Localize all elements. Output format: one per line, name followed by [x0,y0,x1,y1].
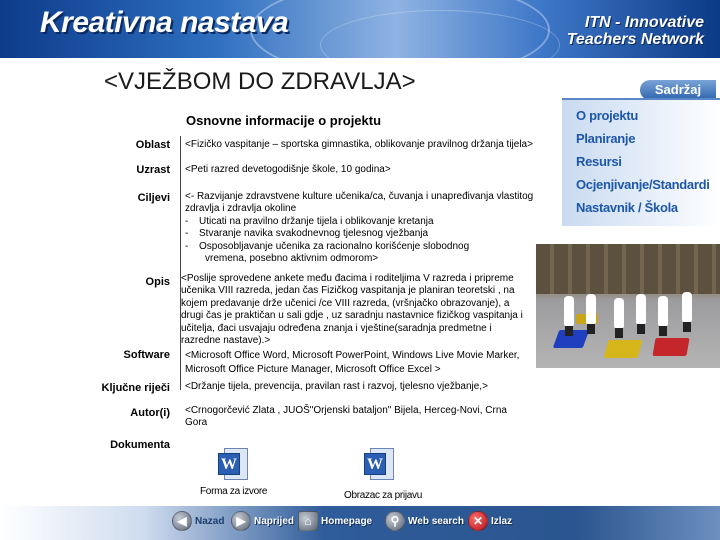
itn-line-1: ITN - Innovative [584,14,704,31]
uzrast-label: Uzrast [136,164,170,176]
gym-photo [536,244,720,368]
izlaz-button[interactable] [468,510,512,532]
software-value: <Microsoft Office Word, Microsoft PowerPoint, Windows Live Movie Marker, Microsoft Office Picture Manager, Microsoft Office Excel > [185,350,520,375]
opis-value: <Poslije sprovedene ankete među đacima i roditeljima V razreda i pripreme učenika VIII razreda, jedan čas Fizičkog vaspitanja je planiran teoretski , na kojem predavanje drže učenici /ce VIII razreda, (vršnjačko obrazovanje), a drugi čas je praktičan u sali gdje , uz saradnju nastavnice fizičkog vaspitanja i učitelja, đaci usvajaju određena znanja i vještine(saradnja predmetne i razredne nastave).> [181,273,523,347]
dokumenta-label: Dokumenta [110,439,170,451]
brand-logo-text: Kreativna nastava [40,6,289,39]
sidebar-item-resursi[interactable]: Resursi [576,154,622,169]
document-link-forma-za-izvore[interactable]: Forma za izvore [200,486,268,497]
document-link-obrazac-za-prijavu[interactable]: Obrazac za prijavu [344,490,422,501]
web-search-label: Web search [408,515,464,527]
list-item: - Stvaranje navika svakodnevnog tjelesnog vježbanja [185,228,545,240]
homepage-button[interactable] [298,510,372,532]
naprijed-label: Naprijed [254,515,295,527]
autor-value: <Crnogorčević Zlata , JUOŠ"Orjenski bataljon" Bijela, Herceg-Novi, Crna Gora [185,405,507,429]
list-item-continuation: vremena, posebno aktivnim odmorom> [205,253,379,265]
ciljevi-label: Ciljevi [137,192,170,204]
ciljevi-value [185,191,545,265]
sidebar-item-o-projektu[interactable]: O projektu [576,108,639,123]
autor-label: Autor(i) [130,407,170,419]
sidebar-item-planiranje[interactable]: Planiranje [576,131,636,146]
itn-logo-text [531,14,704,48]
uzrast-value: <Peti razred devetogodišnje škole, 10 godina> [185,164,391,175]
ciljevi-intro: <- Razvijanje zdravstvene kulture učenika/ca, čuvanja i unapređivanja vlastitog zdravlja i zdravlja okoline [185,191,534,215]
kljucne-rijeci-label: Ključne riječi [101,382,170,394]
oblast-label: Oblast [135,139,170,151]
divider-line [180,136,181,390]
oblast-value: <Fizičko vaspitanje – sportska gimnastika, oblikovanje pravilnog držanja tijela> [185,139,533,150]
sidebar-item-nastavnik-skola[interactable]: Nastavnik / Škola [576,200,678,215]
sadrzaj-tab[interactable]: Sadržaj [640,80,716,100]
magnifier-icon: ⚲ [385,511,405,531]
list-item: - Uticati na pravilno držanje tijela i oblikovanje kretanja [185,216,545,228]
ciljevi-list [185,216,545,266]
home-icon: ⌂ [298,511,318,531]
opis-label: Opis [145,276,170,288]
nazad-label: Nazad [195,515,225,527]
web-search-button[interactable] [385,510,464,532]
itn-line-2: Teachers Network [566,31,704,48]
list-item-text: Osposobljavanje učenika za racionalno korišćenje slobodnog [199,240,470,252]
arrow-right-icon: ▶ [231,511,251,531]
izlaz-label: Izlaz [491,515,513,527]
arrow-left-icon: ◀ [172,511,192,531]
word-document-icon[interactable]: W [364,448,394,482]
close-icon: ✕ [468,511,488,531]
header-banner [0,0,720,58]
word-document-icon[interactable]: W [218,448,248,482]
section-title: Osnovne informacije o projektu [186,113,382,128]
nazad-button[interactable] [172,510,224,532]
sidebar-menu [562,98,720,226]
list-item [185,241,545,266]
software-label: Software [123,349,170,361]
naprijed-button[interactable] [231,510,294,532]
page-title: <VJEŽBOM DO ZDRAVLJA> [104,68,416,95]
sidebar-item-ocjenjivanje[interactable]: Ocjenjivanje/Standardi [576,177,710,192]
homepage-label: Homepage [321,515,373,527]
kljucne-rijeci-value: <Držanje tijela, prevencija, pravilan rast i razvoj, tjelesno vježbanje,> [185,381,488,392]
